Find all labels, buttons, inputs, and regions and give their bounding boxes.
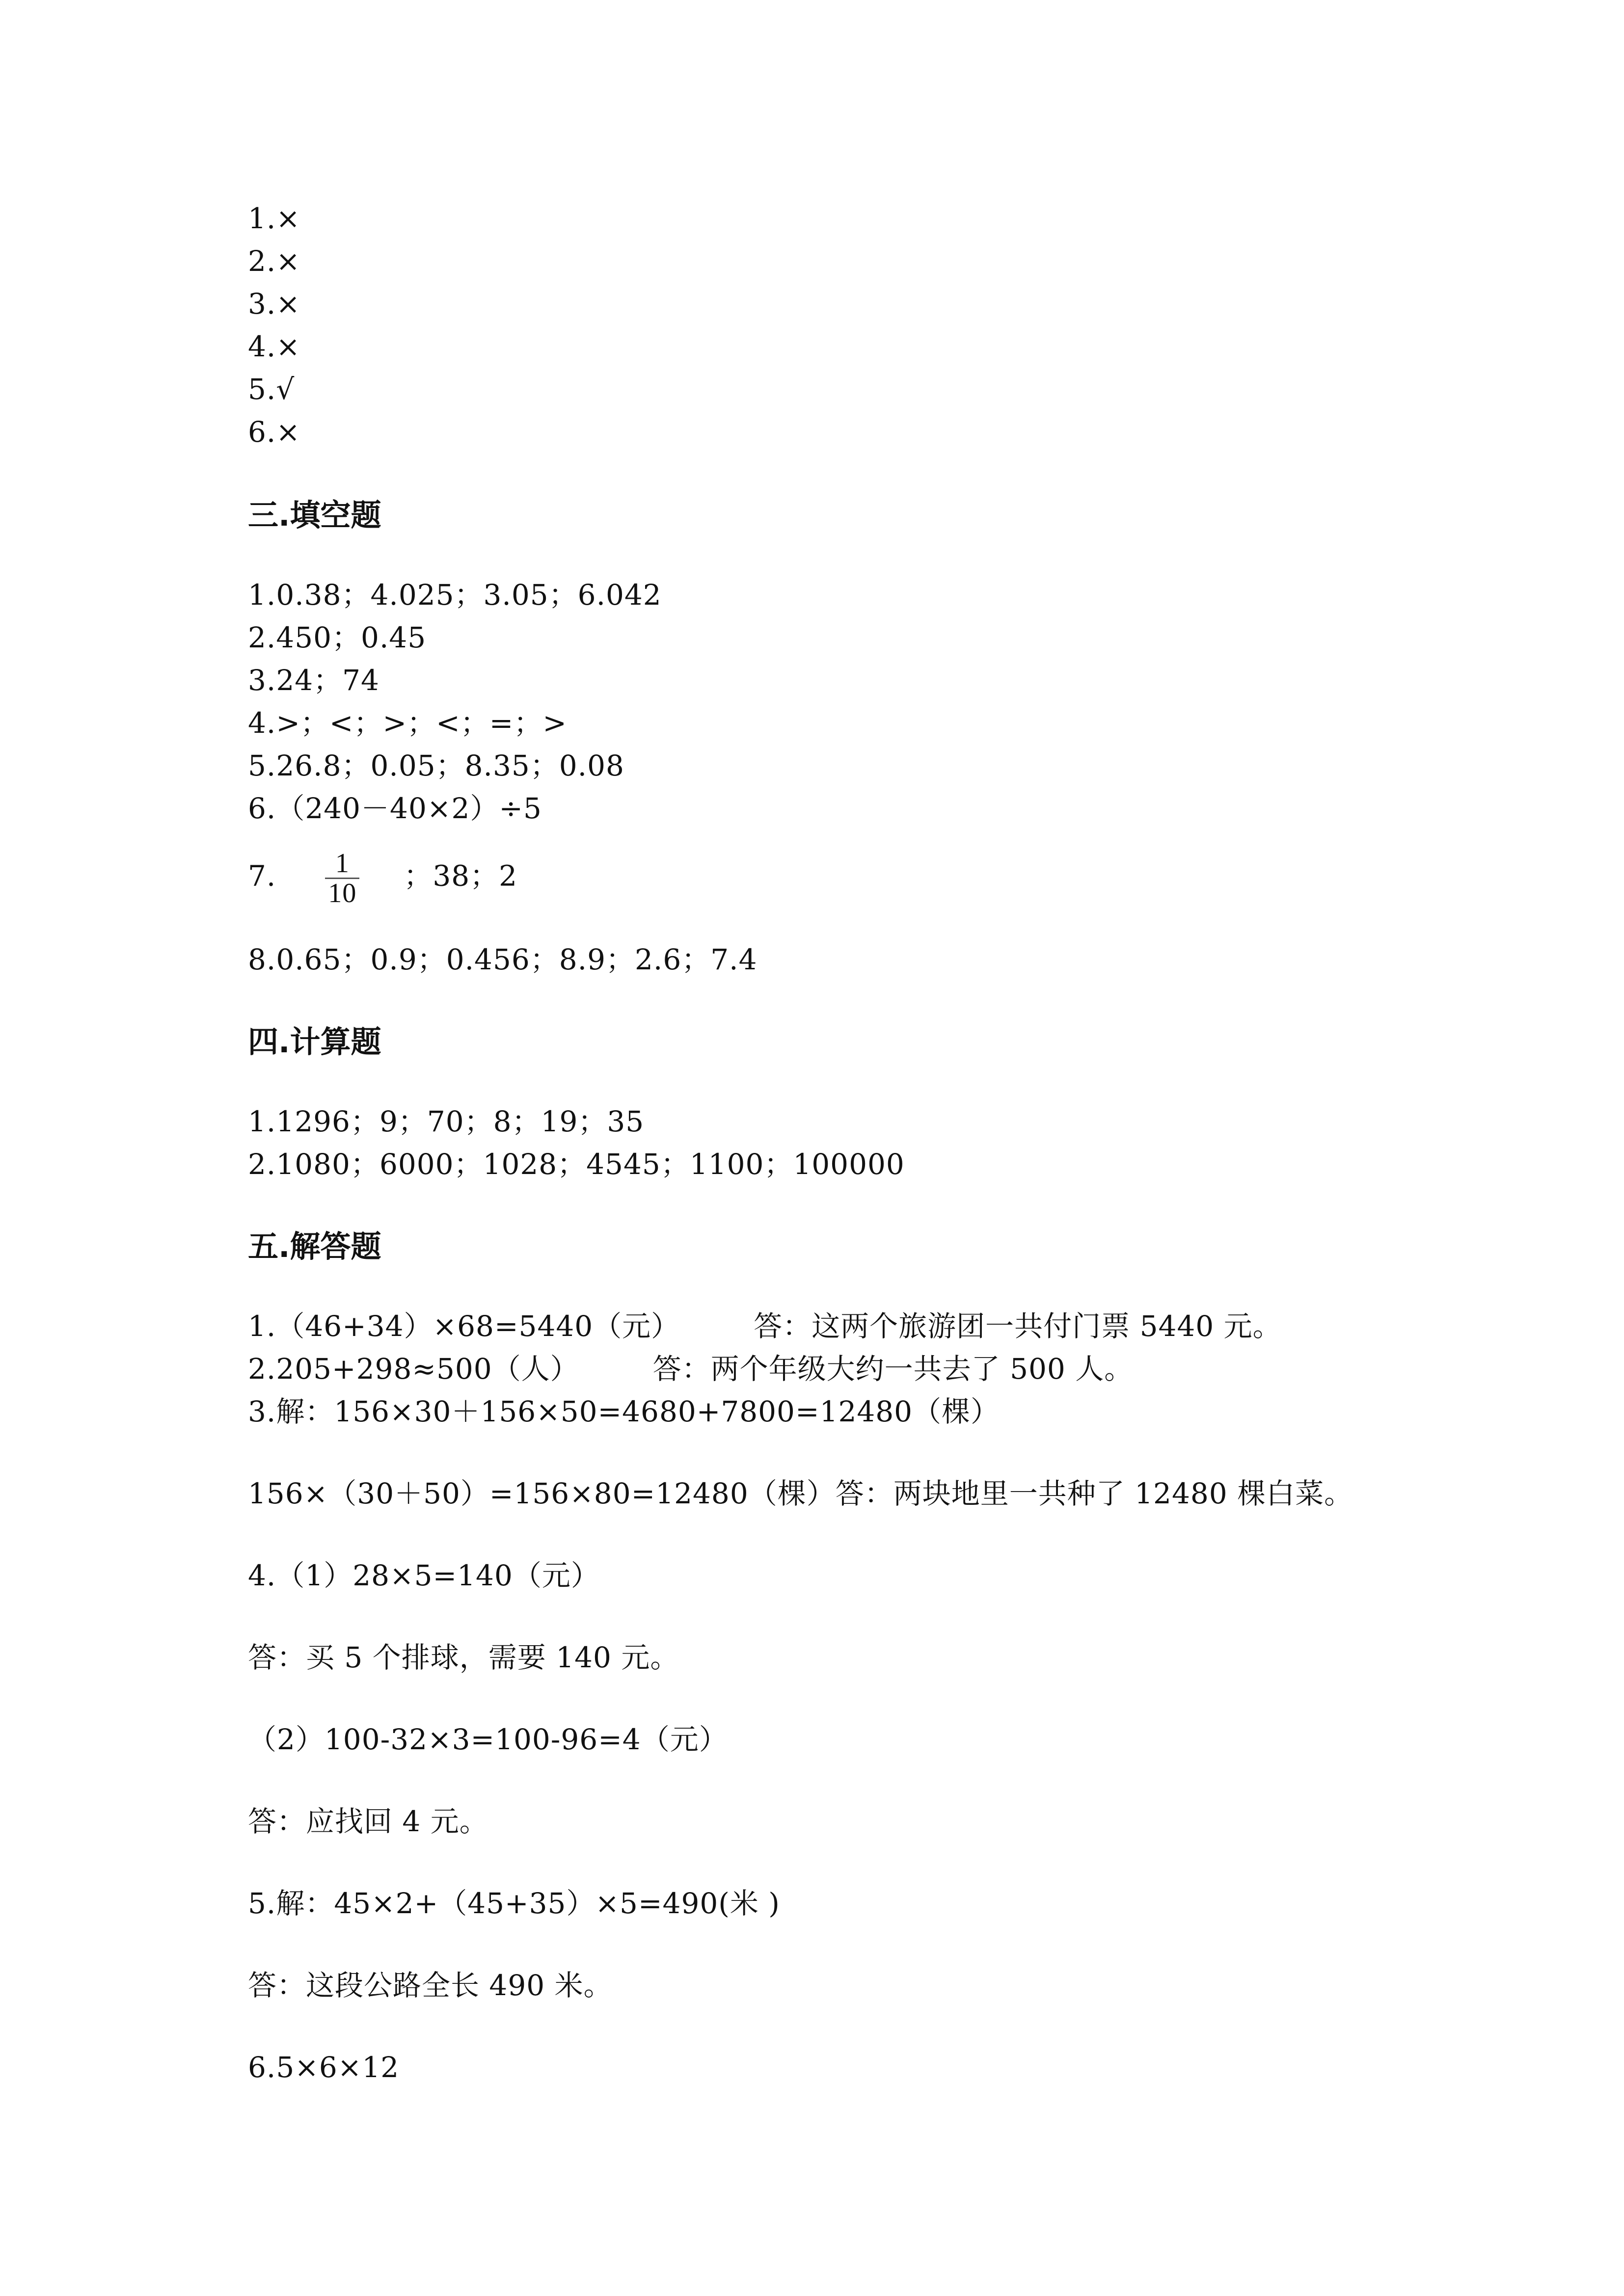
answer-q1 <box>248 1309 1282 1343</box>
fraction-denominator: 10 <box>328 878 357 908</box>
fill-item-3: 3.24；74 <box>248 664 379 697</box>
answer-q1-answer: 答：这两个旅游团一共付门票 5440 元。 <box>754 1309 1282 1343</box>
judgement-item-3: 3.× <box>248 287 300 320</box>
fill-item-7-prefix: 7. <box>248 859 276 893</box>
fill-item-5: 5.26.8；0.05；8.35；0.08 <box>248 749 624 782</box>
section-5-heading: 五.解答题 <box>248 1228 381 1264</box>
answer-q3-line1: 3.解：156×30＋156×50=4680+7800=12480（棵） <box>248 1395 1000 1428</box>
section-4-heading: 四.计算题 <box>248 1024 381 1060</box>
answer-q3-line2: 156×（30＋50）=156×80=12480（棵）答：两块地里一共种了 12480 棵白菜。 <box>248 1477 1353 1510</box>
answer-q2-calc: 2.205+298≈500（人） <box>248 1352 579 1386</box>
judgement-item-5: 5.√ <box>248 373 295 406</box>
answer-q6-line1: 6.5×6×12 <box>248 2051 400 2084</box>
answer-q1-calc: 1.（46+34）×68=5440（元） <box>248 1309 680 1343</box>
fill-item-2: 2.450；0.45 <box>248 621 427 654</box>
answer-q5-answer: 答：这段公路全长 490 米。 <box>248 1969 613 2002</box>
answer-q2 <box>248 1352 1133 1386</box>
fraction-numerator: 1 <box>335 848 350 879</box>
judgement-item-4: 4.× <box>248 330 300 363</box>
answer-q4-line1: 4.（1）28×5=140（元） <box>248 1559 600 1592</box>
judgement-item-1: 1.× <box>248 202 300 235</box>
fill-item-8: 8.0.65；0.9；0.456；8.9；2.6；7.4 <box>248 943 758 976</box>
fill-item-1: 1.0.38；4.025；3.05；6.042 <box>248 578 662 612</box>
answer-q4-answer2: 答：应找回 4 元。 <box>248 1805 488 1838</box>
calc-item-2: 2.1080；6000；1028；4545；1100；100000 <box>248 1148 905 1181</box>
fraction-one-tenth <box>325 849 359 908</box>
answer-q4-line2: （2）100-32×3=100-96=4（元） <box>248 1723 728 1756</box>
judgement-item-2: 2.× <box>248 244 300 278</box>
fill-item-7-suffix: ；38；2 <box>404 859 518 893</box>
calc-item-1: 1.1296；9；70；8；19；35 <box>248 1105 645 1138</box>
fill-item-6: 6.（240－40×2）÷5 <box>248 792 542 825</box>
judgement-item-6: 6.× <box>248 415 300 449</box>
section-3-heading: 三.填空题 <box>248 497 381 533</box>
fill-item-7 <box>248 849 517 908</box>
fill-item-4: 4.>；<；>；<；=；> <box>248 706 567 740</box>
answer-q4-answer1: 答：买 5 个排球，需要 140 元。 <box>248 1641 679 1674</box>
answer-q2-answer: 答：两个年级大约一共去了 500 人。 <box>652 1352 1134 1386</box>
answer-q5-line1: 5.解：45×2+（45+35）×5=490(米 ) <box>248 1887 780 1920</box>
